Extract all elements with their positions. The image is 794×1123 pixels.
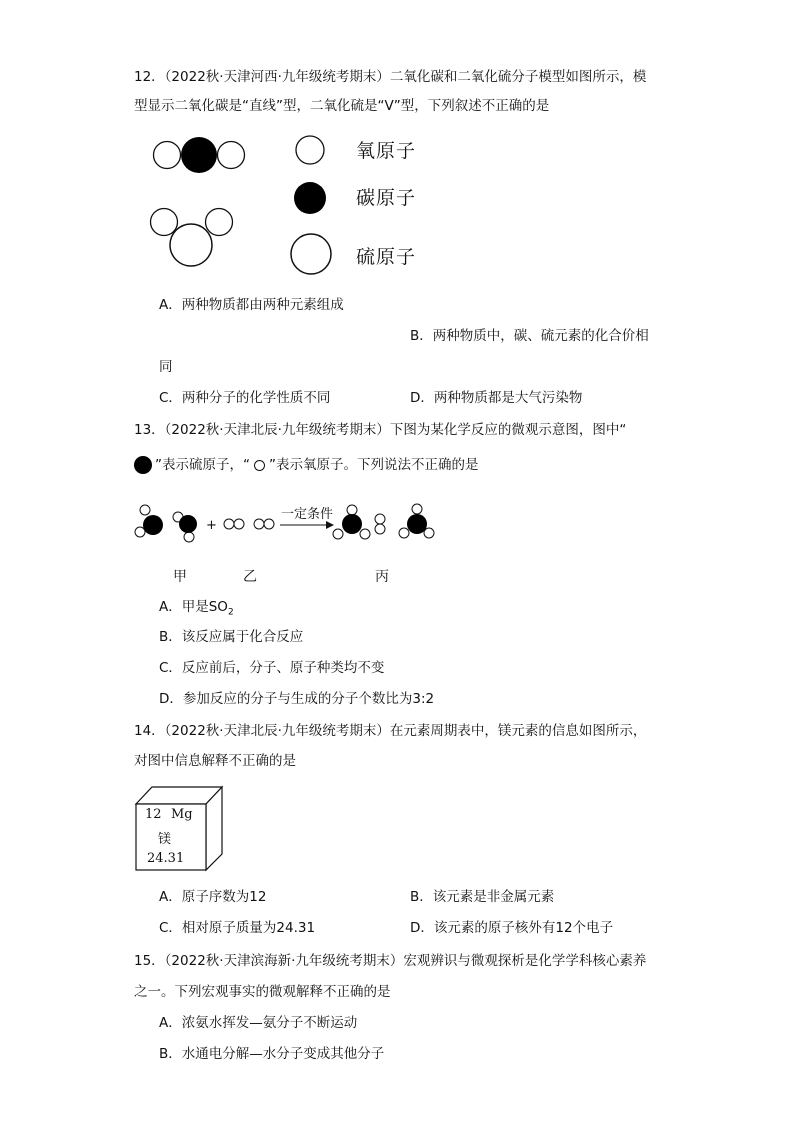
q14-option-d[interactable]: D．该元素的原子核外有12个电子 [410,920,614,936]
oxygen-atom-icon [254,460,265,471]
legend-carbon-label: 碳原子 [356,187,417,209]
q13-stem-line1: 13．（2022秋·天津北辰·九年级统考期末）下图为某化学反应的微观示意图，图中“ [134,422,627,438]
legend-oxygen-label: 氧原子 [356,140,417,162]
oxygen-legend-icon [296,136,324,164]
reactant-molecule-jia-1 [135,505,163,537]
label-bing: 丙 [375,569,389,585]
q13-stem-part-a: ”表示硫原子，“ [155,457,250,473]
q13-stem-part-b: ”表示氧原子。下列说法不正确的是 [269,457,479,473]
q14-option-b[interactable]: B．该元素是非金属元素 [410,889,555,905]
co2-model [154,137,245,173]
product-molecule-bing-2 [399,504,434,538]
product-molecule-bing-1 [333,505,370,539]
reaction-arrow-head [326,521,334,529]
label-jia: 甲 [173,569,187,585]
q15-option-b[interactable]: B．水通电分解—水分子变成其他分子 [159,1046,385,1062]
q13-option-b[interactable]: B．该反应属于化合反应 [159,629,304,645]
label-yi: 乙 [243,569,257,585]
legend-sulfur-label: 硫原子 [356,246,417,268]
q14-option-c[interactable]: C．相对原子质量为24.31 [159,920,316,936]
q13-option-a-text: A．甲是SO [159,599,228,615]
carbon-legend-icon [294,182,326,214]
q13-stem-line2 [134,455,479,475]
q12-option-c[interactable]: C．两种分子的化学性质不同 [159,390,331,406]
q14-stem-line1: 14．（2022秋·天津北辰·九年级统考期末）在元素周期表中，镁元素的信息如图所示， [134,723,647,739]
q12-stem-line2: 型显示二氧化碳是“直线”型，二氧化硫是“V”型，下列叙述不正确的是 [134,98,550,114]
q13-option-a-subscript: 2 [227,607,234,618]
q12-stem-line1: 12．（2022秋·天津河西·九年级统考期末）二氧化碳和二氧化硫分子模型如图所示，模 [134,69,647,85]
q14-stem-line2: 对图中信息解释不正确的是 [134,753,296,769]
element-atomic-number: 12 [145,807,162,822]
q12-option-d[interactable]: D．两种物质都是大气污染物 [410,390,583,406]
plus-sign: + [206,518,217,533]
q13-option-c[interactable]: C．反应前后，分子、原子种类均不变 [159,660,385,676]
q12-option-b[interactable]: B．两种物质中，碳、硫元素的化合价相 [410,328,649,344]
q15-stem-line1: 15．（2022秋·天津滨海新·九年级统考期末）宏观辨识与微观探析是化学学科核心素养 [134,953,647,969]
q12-option-a[interactable]: A．两种物质都由两种元素组成 [159,297,344,313]
element-name: 镁 [158,832,172,847]
reaction-condition: 一定条件 [281,507,334,522]
q15-option-a[interactable]: A．浓氨水挥发—氨分子不断运动 [159,1015,358,1031]
q12-option-b-cont: 同 [159,359,173,375]
reactant-molecule-jia-2 [173,512,197,542]
q13-option-d[interactable]: D．参加反应的分子与生成的分子个数比为3:2 [159,691,435,707]
reactant-molecule-yi [224,519,274,529]
q14-option-a[interactable]: A．原子序数为12 [159,889,267,905]
element-symbol: Mg [171,807,193,822]
so2-model [151,209,233,267]
sulfur-atom-icon [134,456,152,474]
sulfur-legend-icon [291,234,331,274]
excess-oxygen-molecule [375,514,385,534]
q15-stem-line2: 之一。下列宏观事实的微观解释不正确的是 [134,984,391,1000]
q13-option-a[interactable] [159,597,234,623]
element-atomic-mass: 24.31 [147,851,185,866]
